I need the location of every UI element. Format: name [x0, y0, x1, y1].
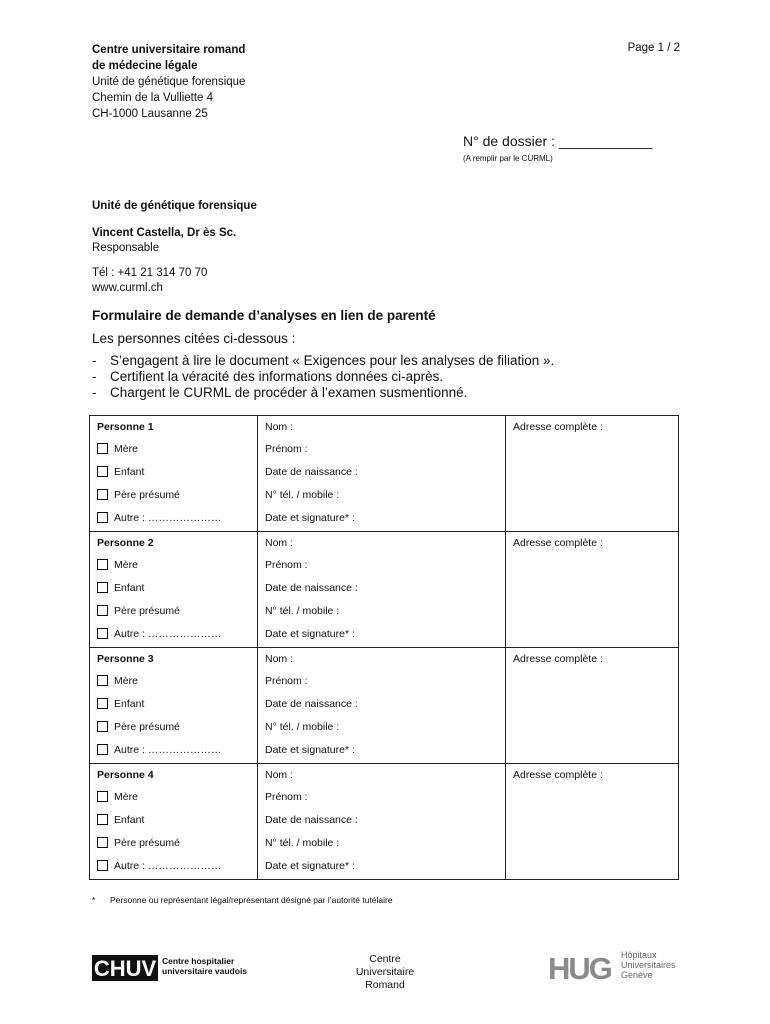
table-row: [90, 764, 679, 880]
field-label[interactable]: N° tél. / mobile :: [265, 488, 340, 501]
role-label: Père présumé: [114, 488, 180, 501]
footnote-text: Personne ou représentant légal/représentant désigné par l’autorité tutélaire: [110, 895, 393, 905]
curml-line1: Centre: [369, 953, 401, 965]
checkbox[interactable]: [97, 582, 108, 593]
person-label: Personne 4: [97, 768, 154, 781]
field-label[interactable]: Nom :: [265, 768, 294, 781]
field-label[interactable]: Date de naissance :: [265, 697, 358, 710]
field-label[interactable]: Date de naissance :: [265, 465, 358, 478]
table-row: [90, 416, 679, 532]
role-label: Autre : …………………: [114, 511, 222, 524]
responsible-block: [92, 226, 236, 256]
role-label: Enfant: [114, 465, 145, 478]
contact-block: [92, 266, 207, 296]
hug-logo: [548, 951, 616, 983]
footnote: [92, 895, 393, 905]
checkbox[interactable]: [97, 698, 108, 709]
checkbox[interactable]: [97, 860, 108, 871]
field-label[interactable]: Date de naissance :: [265, 581, 358, 594]
field-label[interactable]: N° tél. / mobile :: [265, 720, 340, 733]
role-checkbox-option[interactable]: [97, 576, 257, 599]
checkbox[interactable]: [97, 791, 108, 802]
address-cell[interactable]: [506, 648, 679, 764]
role-label: Père présumé: [114, 836, 180, 849]
checkbox[interactable]: [97, 675, 108, 686]
contact-website[interactable]: www.curml.ch: [92, 282, 163, 294]
field-label[interactable]: Nom :: [265, 652, 294, 665]
checkbox[interactable]: [97, 837, 108, 848]
role-checkbox-option[interactable]: [97, 669, 257, 692]
field-label[interactable]: N° tél. / mobile :: [265, 836, 340, 849]
field-label[interactable]: Prénom :: [265, 790, 308, 803]
curml-line3: Romand: [365, 979, 405, 991]
checkbox[interactable]: [97, 628, 108, 639]
role-checkbox-option[interactable]: [97, 808, 257, 831]
address-cell[interactable]: [506, 416, 679, 532]
hug-logo-text: HUG: [548, 951, 611, 983]
checkbox[interactable]: [97, 559, 108, 570]
role-checkbox-option[interactable]: [97, 622, 257, 645]
responsible-role: Responsable: [92, 242, 160, 254]
address-label: Adresse complète :: [513, 768, 603, 781]
role-label: Autre : …………………: [114, 627, 222, 640]
contact-phone: Tél : +41 21 314 70 70: [92, 267, 208, 279]
field-label[interactable]: Nom :: [265, 420, 294, 433]
org-name-line1: Centre universitaire romand: [92, 44, 246, 56]
chuv-line1: Centre hospitalier: [162, 956, 235, 966]
person-fields-cell: [258, 764, 506, 880]
list-item: - Certifient la véracité des informations données ci-après.: [92, 369, 554, 385]
hug-line1: Hôpitaux: [621, 950, 657, 960]
person-label: Personne 3: [97, 652, 154, 665]
person-fields-cell: [258, 532, 506, 648]
address-label: Adresse complète :: [513, 536, 603, 549]
org-name-line2: de médecine légale: [92, 60, 198, 72]
person-label: Personne 2: [97, 536, 154, 549]
list-item: - S’engagent à lire le document « Exigences pour les analyses de filiation ».: [92, 353, 554, 369]
role-checkbox-option[interactable]: [97, 437, 257, 460]
list-item: - Chargent le CURML de procéder à l’examen susmentionné.: [92, 385, 554, 401]
role-label: Autre : …………………: [114, 859, 222, 872]
footnote-mark: *: [92, 895, 96, 905]
address-label: Adresse complète :: [513, 652, 603, 665]
role-checkbox-option[interactable]: [97, 715, 257, 738]
field-label[interactable]: N° tél. / mobile :: [265, 604, 340, 617]
field-label[interactable]: Prénom :: [265, 558, 308, 571]
responsible-name: Vincent Castella, Dr ès Sc.: [92, 227, 237, 239]
checkbox[interactable]: [97, 744, 108, 755]
page-number: Page 1 / 2: [627, 42, 680, 54]
field-label[interactable]: Date et signature* :: [265, 859, 355, 872]
person-role-cell: [90, 416, 258, 532]
role-checkbox-option[interactable]: [97, 831, 257, 854]
chuv-logo: [92, 953, 158, 983]
curml-footer-name: [345, 953, 425, 992]
role-checkbox-option[interactable]: [97, 785, 257, 808]
role-checkbox-option[interactable]: [97, 553, 257, 576]
address-cell[interactable]: [506, 764, 679, 880]
curml-line2: Universitaire: [355, 966, 415, 978]
role-checkbox-option[interactable]: [97, 692, 257, 715]
checkbox[interactable]: [97, 814, 108, 825]
hug-line2: Universitaires: [621, 960, 676, 970]
role-label: Père présumé: [114, 604, 180, 617]
unit-heading: Unité de génétique forensique: [92, 200, 257, 212]
header-address: [92, 42, 245, 122]
table-row: [90, 648, 679, 764]
intro-text: Les personnes citées ci-dessous :: [92, 331, 296, 346]
chuv-name: [162, 956, 247, 976]
field-label[interactable]: Prénom :: [265, 674, 308, 687]
role-checkbox-option[interactable]: [97, 460, 257, 483]
role-checkbox-option[interactable]: [97, 854, 257, 877]
field-label[interactable]: Date de naissance :: [265, 813, 358, 826]
role-label: Mère: [114, 790, 138, 803]
role-label: Enfant: [114, 697, 145, 710]
role-label: Père présumé: [114, 720, 180, 733]
role-checkbox-option[interactable]: [97, 599, 257, 622]
persons-table: [89, 415, 679, 880]
chuv-line2: universitaire vaudois: [162, 966, 248, 976]
role-label: Mère: [114, 674, 138, 687]
dossier-note: (A remplir par le CURML): [463, 154, 553, 163]
dossier-number-field[interactable]: N° de dossier : ____________: [463, 133, 653, 149]
person-role-cell: [90, 648, 258, 764]
field-label[interactable]: Date et signature* :: [265, 743, 355, 756]
hug-name: [621, 950, 676, 980]
checkbox[interactable]: [97, 489, 108, 500]
role-label: Mère: [114, 442, 138, 455]
chuv-logo-text: CHUV: [93, 956, 157, 981]
person-fields-cell: [258, 648, 506, 764]
field-label[interactable]: Date et signature* :: [265, 627, 355, 640]
role-checkbox-option[interactable]: [97, 506, 257, 529]
role-label: Enfant: [114, 581, 145, 594]
field-label[interactable]: Nom :: [265, 536, 294, 549]
field-label[interactable]: Date et signature* :: [265, 511, 355, 524]
checkbox[interactable]: [97, 721, 108, 732]
commitment-list: [92, 353, 554, 401]
address-cell[interactable]: [506, 532, 679, 648]
role-checkbox-option[interactable]: [97, 738, 257, 761]
table-row: [90, 532, 679, 648]
role-label: Autre : …………………: [114, 743, 222, 756]
role-checkbox-option[interactable]: [97, 483, 257, 506]
form-title: Formulaire de demande d’analyses en lien de parenté: [92, 308, 436, 323]
person-role-cell: [90, 764, 258, 880]
address-label: Adresse complète :: [513, 420, 603, 433]
header-city: CH-1000 Lausanne 25: [92, 108, 208, 120]
hug-line3: Genève: [621, 970, 653, 980]
person-fields-cell: [258, 416, 506, 532]
checkbox[interactable]: [97, 512, 108, 523]
header-unit: Unité de génétique forensique: [92, 76, 246, 88]
header-street: Chemin de la Vulliette 4: [92, 92, 214, 104]
checkbox[interactable]: [97, 466, 108, 477]
field-label[interactable]: Prénom :: [265, 442, 308, 455]
checkbox[interactable]: [97, 605, 108, 616]
person-role-cell: [90, 532, 258, 648]
checkbox[interactable]: [97, 443, 108, 454]
role-label: Enfant: [114, 813, 145, 826]
person-label: Personne 1: [97, 420, 154, 433]
role-label: Mère: [114, 558, 138, 571]
